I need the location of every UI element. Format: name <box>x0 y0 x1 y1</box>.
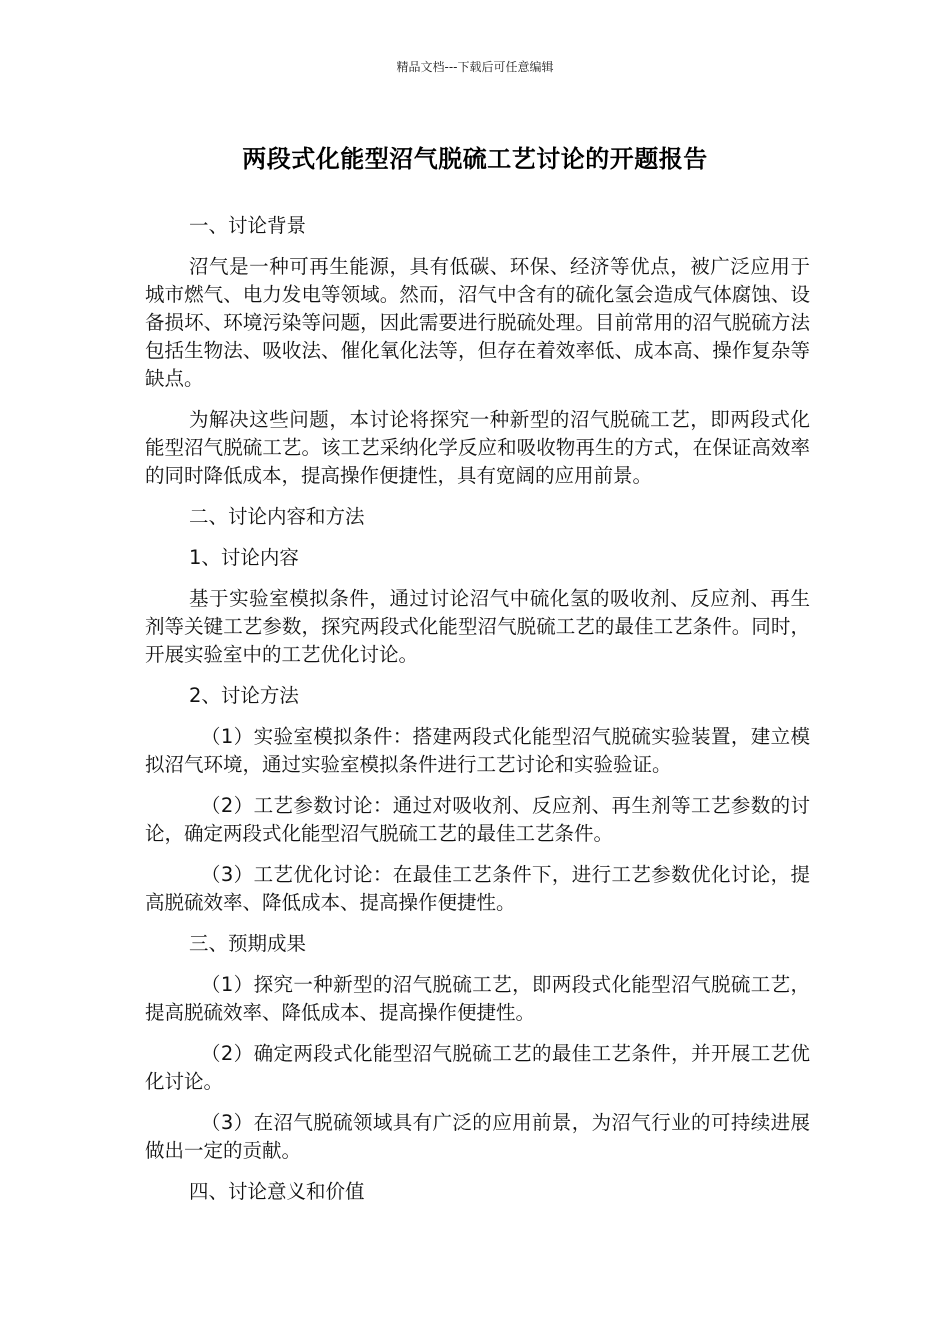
page-header-note: 精品文档---下载后可任意编辑 <box>396 60 554 74</box>
list-item-outcome-3: （3）在沼气脱硫领域具有广泛的应用前景，为沼气行业的可持续进展做出一定的贡献。 <box>145 1111 810 1162</box>
list-item-method-1: （1）实验室模拟条件：搭建两段式化能型沼气脱硫实验装置，建立模拟沼气环境，通过实验室模拟条件进行工艺讨论和实验验证。 <box>145 725 810 776</box>
section-heading-outcomes: 三、预期成果 <box>189 932 307 955</box>
subheading-method: 2、讨论方法 <box>189 684 299 707</box>
list-item-method-3: （3）工艺优化讨论：在最佳工艺条件下，进行工艺参数优化讨论，提高脱硫效率、降低成本、提高操作便捷性。 <box>145 863 810 914</box>
subheading-content: 1、讨论内容 <box>189 546 299 569</box>
list-item-method-2: （2）工艺参数讨论：通过对吸收剂、反应剂、再生剂等工艺参数的讨论，确定两段式化能型沼气脱硫工艺的最佳工艺条件。 <box>145 794 810 845</box>
list-item-outcome-2: （2）确定两段式化能型沼气脱硫工艺的最佳工艺条件，并开展工艺优化讨论。 <box>145 1042 810 1093</box>
paragraph-content: 基于实验室模拟条件，通过讨论沼气中硫化氢的吸收剂、反应剂、再生剂等关键工艺参数，探究两段式化能型沼气脱硫工艺的最佳工艺条件。同时，开展实验室中的工艺优化讨论。 <box>145 587 810 666</box>
section-heading-content-method: 二、讨论内容和方法 <box>189 505 365 528</box>
document-body <box>145 212 810 1219</box>
section-heading-background: 一、讨论背景 <box>189 214 307 237</box>
paragraph-background-2: 为解决这些问题，本讨论将探究一种新型的沼气脱硫工艺，即两段式化能型沼气脱硫工艺。该工艺采纳化学反应和吸收物再生的方式，在保证高效率的同时降低成本，提高操作便捷性，具有宽阔的应用前景。 <box>145 408 810 487</box>
paragraph-background-1: 沼气是一种可再生能源，具有低碳、环保、经济等优点，被广泛应用于城市燃气、电力发电等领域。然而，沼气中含有的硫化氢会造成气体腐蚀、设备损坏、环境污染等问题，因此需要进行脱硫处理。目前常用的沼气脱硫方法包括生物法、吸收法、催化氧化法等，但存在着效率低、成本高、操作复杂等缺点。 <box>145 255 810 390</box>
section-heading-significance: 四、讨论意义和价值 <box>189 1180 365 1203</box>
list-item-outcome-1: （1）探究一种新型的沼气脱硫工艺，即两段式化能型沼气脱硫工艺，提高脱硫效率、降低成本、提高操作便捷性。 <box>145 973 810 1024</box>
document-title: 两段式化能型沼气脱硫工艺讨论的开题报告 <box>242 145 708 173</box>
